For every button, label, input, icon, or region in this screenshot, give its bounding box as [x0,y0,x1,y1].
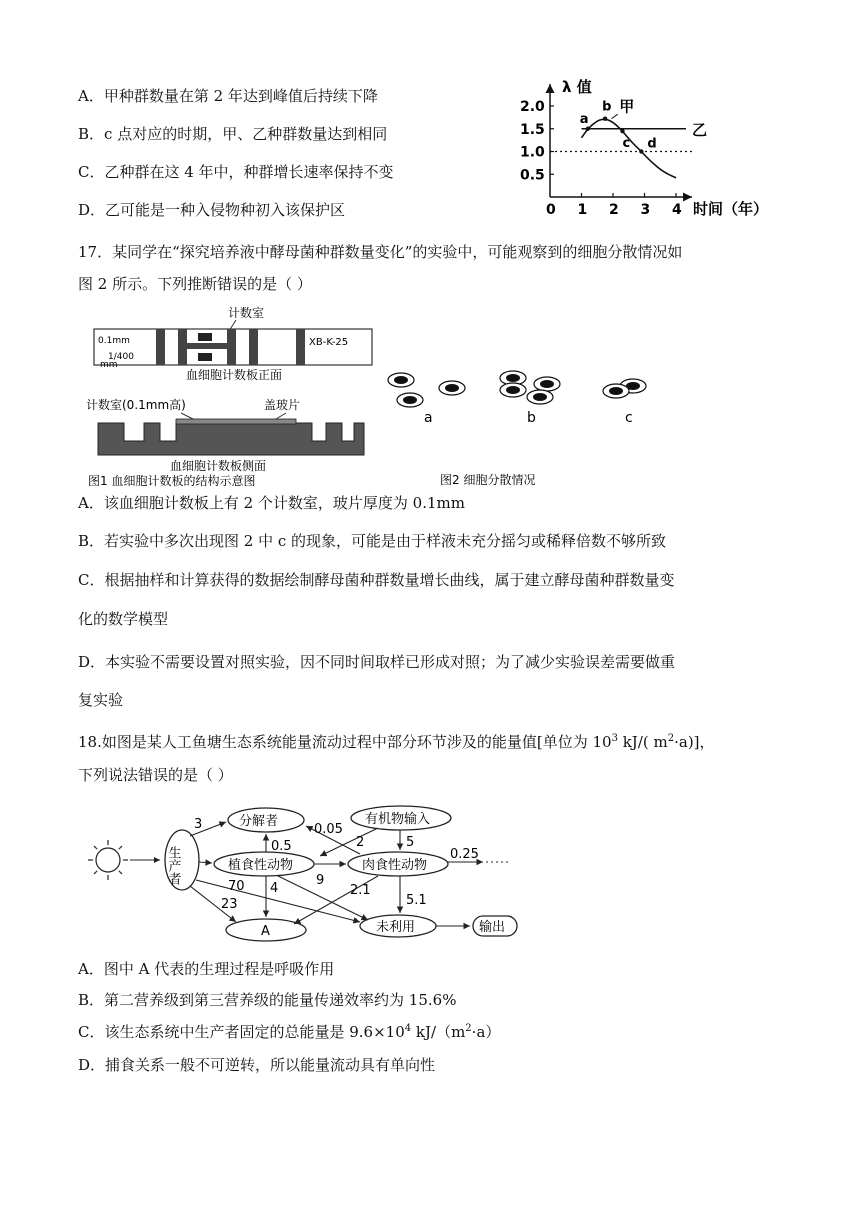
value-2: 2 [356,835,365,850]
q16-option-a: A．甲种群数量在第 2 年达到峰值后持续下降 [78,87,378,105]
q16-option-b: B．c 点对应的时期，甲、乙种群数量达到相同 [78,125,388,143]
point-b-marker [603,117,607,121]
q17-option-d-line1: D．本实验不需要设置对照实验，因不同时间取样已形成对照；为了减少实验误差需要做重 [78,653,676,671]
unused-label: 未利用 [376,920,416,935]
x-tick-label: 1 [577,202,588,218]
lambda-chart [510,76,800,226]
front-view-label: 血细胞计数板正面 [186,368,283,382]
series-jia-label: 甲 [619,97,635,116]
organic-input-label: 有机物输入 [365,812,431,827]
fig2-label-a: a [424,410,433,426]
q17-stem-line1: 17．某同学在“探究培养液中酵母菌种群数量变化”的实验中，可能观察到的细胞分散情况如 [78,243,683,261]
value-9: 9 [316,873,325,888]
fig1-caption: 图1 血细胞计数板的结构示意图 [88,474,256,488]
point-c-marker [620,129,624,133]
spec-mm: mm [100,360,118,370]
y-tick-label: 2.0 [520,99,545,115]
q17-option-c-line1: C．根据抽样和计算获得的数据绘制酵母菌种群数量增长曲线，属于建立酵母菌种群数量变 [78,571,675,589]
y-tick-label: 1.5 [520,121,545,138]
chart-ylabel: λ 值 [562,78,592,96]
fig2-caption: 图2 细胞分散情况 [440,473,536,487]
spec-1-400: 1/400 [108,352,134,362]
energy-flow-diagram [78,796,528,948]
value-4: 4 [270,881,279,896]
producer-label: 生产者 [165,846,181,885]
decomposer-label: 分解者 [239,814,279,829]
value-0-5: 0.5 [271,839,292,854]
x-tick-label: 3 [640,202,651,218]
q18-option-d: D．捕食关系一般不可逆转，所以能量流动具有单向性 [78,1056,436,1074]
value-0-25: 0.25 [450,847,479,862]
q17-option-d-line2: 复实验 [78,691,124,709]
series-jia-leader [611,114,617,119]
cell-dispersion-figure [380,360,670,490]
q18-stem-line2: 下列说法错误的是（ ） [78,766,233,784]
q18-option-b: B．第二营养级到第三营养级的能量传递效率约为 15.6% [78,991,457,1009]
q16-option-d: D．乙可能是一种入侵物种初入该保护区 [78,201,346,219]
q17-option-c-line2: 化的数学模型 [78,610,169,628]
coverslip-label: 盖玻片 [264,398,301,412]
y-tick-label: 1.0 [520,144,545,161]
value-2-1: 2.1 [350,883,371,898]
q18-option-a: A．图中 A 代表的生理过程是呼吸作用 [78,960,335,978]
value-3: 3 [194,817,203,832]
point-a-label: a [579,111,589,127]
y-tick-label: 0.5 [520,167,545,184]
series-yi-label: 乙 [692,120,708,139]
q17-option-a: A．该血细胞计数板上有 2 个计数室，玻片厚度为 0.1mm [78,494,465,512]
x-tick-label: 4 [672,202,682,218]
point-d-label: d [647,136,657,152]
cell-group-a [388,373,465,407]
point-a-marker [586,127,590,131]
point-d-marker [639,149,643,153]
model-label: XB-K-25 [309,337,349,348]
q17-stem-line2: 图 2 所示。下列推断错误的是（ ） [78,275,312,293]
point-c-label: c [622,136,631,152]
q17-option-b: B．若实验中多次出现图 2 中 c 的现象，可能是由于样液未充分摇匀或稀释倍数不够所致 [78,532,667,550]
cell-group-c [603,379,646,398]
fig2-label-c: c [625,410,633,426]
point-b-label: b [602,99,612,115]
q16-option-c: C．乙种群在这 4 年中，种群增长速率保持不变 [78,163,394,181]
q18-option-c: C．该生态系统中生产者固定的总能量是 $9.6\times 10^4$ $kJ/(m^2\cdot a)$ [78,1023,501,1041]
sun-icon [88,840,128,880]
carnivore-label: 肉食性动物 [362,858,428,873]
x-tick-label: 2 [609,202,619,218]
side-view-label: 血细胞计数板侧面 [170,459,267,473]
herbivore-label: 植食性动物 [228,858,294,873]
q18-stem-line1: 18.如图是某人工鱼塘生态系统能量流动过程中部分环节涉及的能量值[单位为 $10^3$ kJ/( $m^2\cdot a$)]， [78,733,715,751]
cell-group-b [500,371,560,404]
counting-chamber-figure [86,305,386,490]
value-23: 23 [221,897,238,912]
counting-room-label: 计数室 [228,306,265,320]
output-label: 输出 [479,920,506,935]
value-0-05: 0.05 [314,822,343,837]
x-tick-label: 0 [546,202,556,218]
fig2-label-b: b [527,410,536,426]
process-a-label: A [261,924,270,939]
value-70: 70 [228,879,245,894]
side-counting-label: 计数室(0.1mm高) [86,398,186,412]
value-5: 5 [406,835,415,850]
spec-01mm: 0.1mm [98,336,130,346]
value-5-1: 5.1 [406,893,427,908]
chart-xlabel: 时间（年） [693,200,769,218]
